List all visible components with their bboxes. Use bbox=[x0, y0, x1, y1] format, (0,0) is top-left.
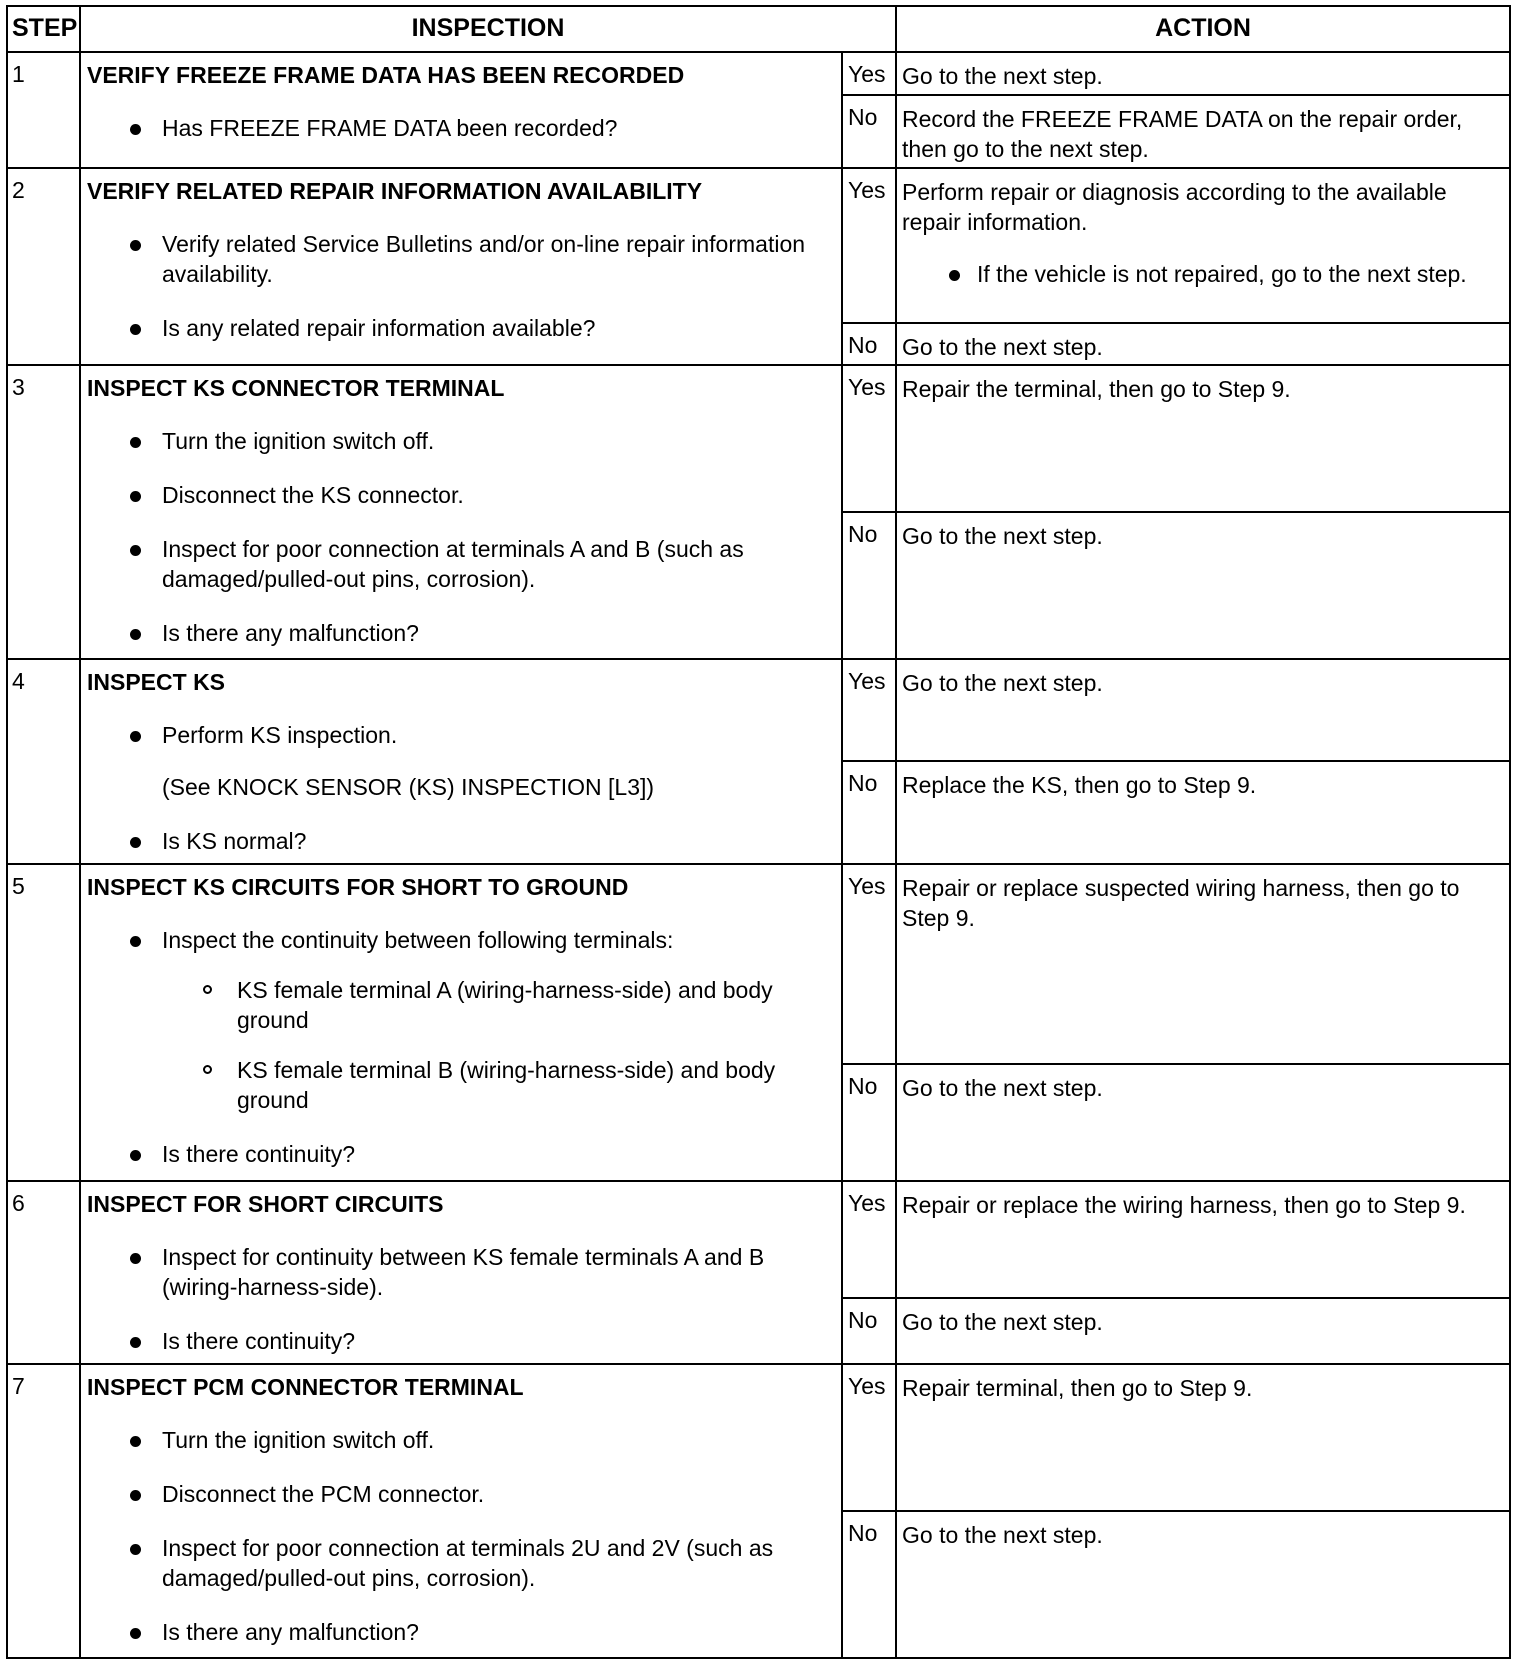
inspection-title: INSPECT FOR SHORT CIRCUITS bbox=[87, 1191, 444, 1218]
inspection-bullet: Disconnect the KS connector. bbox=[87, 480, 835, 510]
inspection-bullet: Inspect the continuity between following terminals: bbox=[87, 925, 835, 955]
no-label: No bbox=[842, 1298, 896, 1364]
no-action: Go to the next step. bbox=[896, 1064, 1510, 1181]
yes-action: Go to the next step. bbox=[896, 52, 1510, 96]
inspection-bullet: Inspect for poor connection at terminals 2U and 2V (such as damaged/pulled-out pins, corrosion). bbox=[87, 1533, 835, 1593]
inspection-cell bbox=[80, 1364, 842, 1658]
table-row bbox=[7, 168, 1510, 323]
inspection-bullet: Inspect for poor connection at terminals A and B (such as damaged/pulled-out pins, corrosion). bbox=[87, 534, 835, 594]
yes-label: Yes bbox=[842, 864, 896, 1064]
no-action: Record the FREEZE FRAME DATA on the repair order, then go to the next step. bbox=[896, 95, 1510, 168]
diagnostic-table bbox=[6, 5, 1511, 1659]
inspection-reference: (See KNOCK SENSOR (KS) INSPECTION [L3]) bbox=[162, 773, 655, 800]
inspection-bullet: Is any related repair information available? bbox=[87, 313, 835, 343]
step-number: 1 bbox=[7, 52, 80, 168]
inspection-bullet: Is there continuity? bbox=[87, 1326, 835, 1356]
inspection-cell bbox=[80, 864, 842, 1181]
yes-action bbox=[896, 168, 1510, 323]
inspection-cell bbox=[80, 1181, 842, 1363]
step-number: 4 bbox=[7, 659, 80, 864]
no-action: Go to the next step. bbox=[896, 1298, 1510, 1364]
inspection-title: INSPECT PCM CONNECTOR TERMINAL bbox=[87, 1373, 524, 1400]
inspection-bullet: Is there continuity? bbox=[87, 1139, 835, 1169]
table-row bbox=[7, 1181, 1510, 1298]
diagnostic-procedure-document bbox=[6, 5, 1511, 1659]
action-bullet: If the vehicle is not repaired, go to the next step. bbox=[902, 259, 1501, 289]
yes-action: Repair or replace suspected wiring harness, then go to Step 9. bbox=[896, 864, 1510, 1064]
table-row bbox=[7, 659, 1510, 762]
inspection-bullet: Has FREEZE FRAME DATA been recorded? bbox=[87, 113, 835, 143]
yes-label: Yes bbox=[842, 365, 896, 512]
step-number: 3 bbox=[7, 365, 80, 659]
table-row bbox=[7, 52, 1510, 96]
inspection-title: INSPECT KS CIRCUITS FOR SHORT TO GROUND bbox=[87, 874, 629, 901]
inspection-subbullet: KS female terminal B (wiring-harness-side) and body ground bbox=[87, 1055, 835, 1115]
yes-label: Yes bbox=[842, 52, 896, 96]
yes-action: Repair the terminal, then go to Step 9. bbox=[896, 365, 1510, 512]
inspection-bullet: Is KS normal? bbox=[87, 826, 835, 856]
inspection-bullet: Turn the ignition switch off. bbox=[87, 1425, 835, 1455]
step-number: 7 bbox=[7, 1364, 80, 1658]
header-action: ACTION bbox=[896, 6, 1510, 52]
yes-label: Yes bbox=[842, 659, 896, 762]
no-action: Go to the next step. bbox=[896, 1511, 1510, 1658]
yes-label: Yes bbox=[842, 1181, 896, 1298]
inspection-title: INSPECT KS CONNECTOR TERMINAL bbox=[87, 374, 505, 401]
no-label: No bbox=[842, 95, 896, 168]
inspection-bullet: Inspect for continuity between KS female terminals A and B (wiring-harness-side). bbox=[87, 1242, 835, 1302]
yes-label: Yes bbox=[842, 168, 896, 323]
table-row bbox=[7, 365, 1510, 512]
inspection-bullet: Is there any malfunction? bbox=[87, 1617, 835, 1647]
no-label: No bbox=[842, 761, 896, 864]
step-number: 6 bbox=[7, 1181, 80, 1363]
inspection-cell bbox=[80, 659, 842, 864]
header-step: STEP bbox=[7, 6, 80, 52]
yes-action: Go to the next step. bbox=[896, 659, 1510, 762]
yes-label: Yes bbox=[842, 1364, 896, 1511]
header-inspection: INSPECTION bbox=[80, 6, 896, 52]
no-label: No bbox=[842, 1064, 896, 1181]
inspection-bullet: Disconnect the PCM connector. bbox=[87, 1479, 835, 1509]
inspection-cell bbox=[80, 168, 842, 365]
step-number: 5 bbox=[7, 864, 80, 1181]
no-label: No bbox=[842, 323, 896, 364]
inspection-bullet: Turn the ignition switch off. bbox=[87, 426, 835, 456]
no-action: Go to the next step. bbox=[896, 512, 1510, 659]
yes-action: Repair terminal, then go to Step 9. bbox=[896, 1364, 1510, 1511]
yes-action-text: Perform repair or diagnosis according to the available repair information. bbox=[902, 178, 1447, 235]
inspection-title: INSPECT KS bbox=[87, 668, 226, 695]
inspection-title: VERIFY FREEZE FRAME DATA HAS BEEN RECORDED bbox=[87, 61, 685, 88]
inspection-bullet: Is there any malfunction? bbox=[87, 618, 835, 648]
inspection-subbullet: KS female terminal A (wiring-harness-side) and body ground bbox=[87, 975, 835, 1035]
inspection-cell bbox=[80, 365, 842, 659]
header-row bbox=[7, 6, 1510, 52]
no-label: No bbox=[842, 1511, 896, 1658]
yes-action: Repair or replace the wiring harness, then go to Step 9. bbox=[896, 1181, 1510, 1298]
table-row bbox=[7, 864, 1510, 1064]
table-row bbox=[7, 1364, 1510, 1511]
inspection-bullet: Verify related Service Bulletins and/or on-line repair information availability. bbox=[87, 229, 835, 289]
inspection-title: VERIFY RELATED REPAIR INFORMATION AVAILABILITY bbox=[87, 177, 703, 204]
inspection-bullet: Perform KS inspection. bbox=[87, 720, 835, 750]
inspection-cell bbox=[80, 52, 842, 168]
no-action: Replace the KS, then go to Step 9. bbox=[896, 761, 1510, 864]
no-action: Go to the next step. bbox=[896, 323, 1510, 364]
step-number: 2 bbox=[7, 168, 80, 365]
no-label: No bbox=[842, 512, 896, 659]
